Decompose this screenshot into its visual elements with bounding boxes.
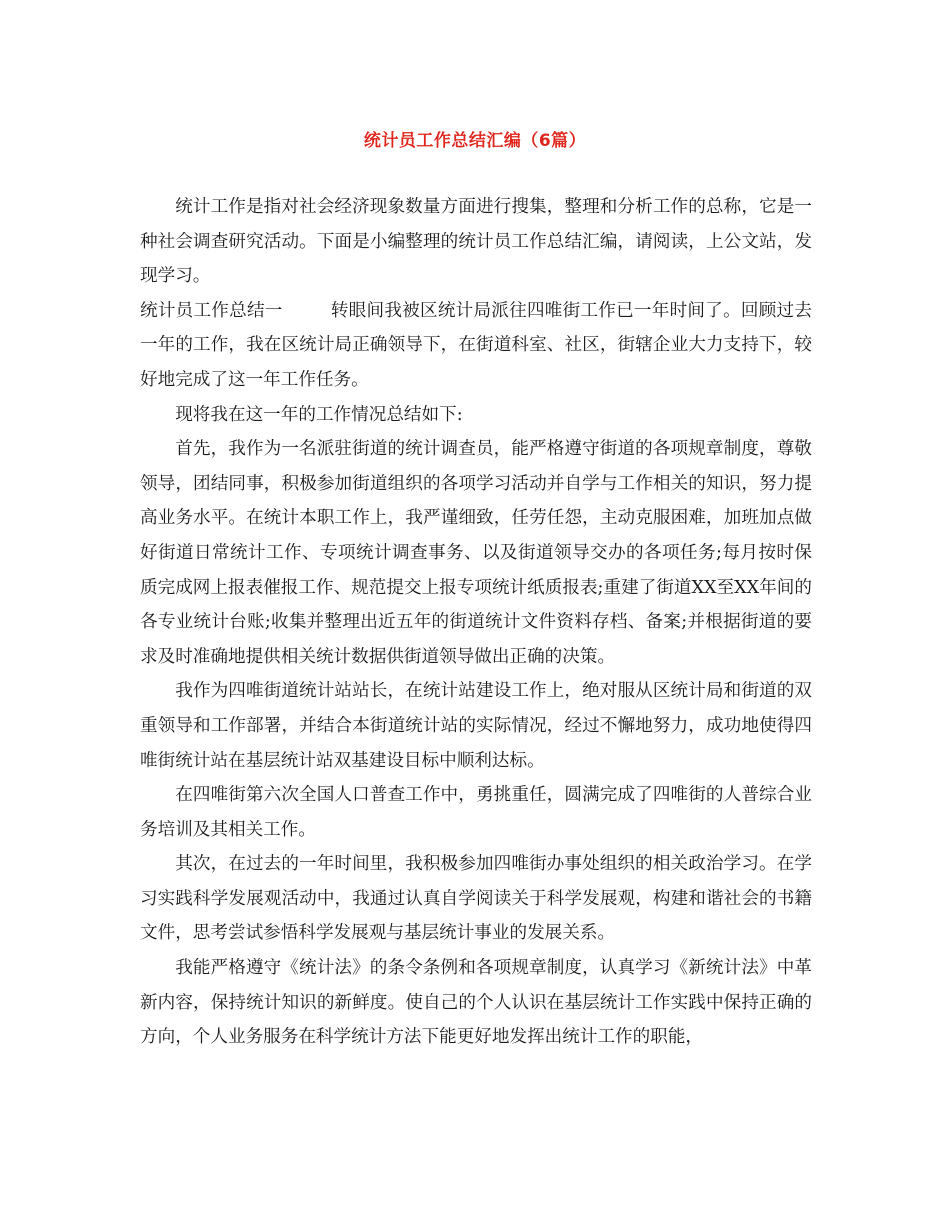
first-point-paragraph: 首先，我作为一名派驻街道的统计调查员，能严格遵守街道的各项规章制度，尊敬领导，团结同事，积极参加街道组织的各项学习活动并自学与工作相关的知识，努力提高业务水平。在统计本职工作上，我严谨细致，任劳任怨，主动克服困难，加班加点做好街道日常统计工作、专项统计调查事务、以及街道领导交办的各项任务;每月按时保质完成网上报表催报工作、规范提交上报专项统计纸质报表;重建了街道XX至XX年间的各专业统计台账;收集并整理出近五年的街道统计文件资料存档、备案;并根据街道的要求及时准确地提供相关统计数据供街道领导做出正确的决策。 — [140, 439, 812, 667]
section-one-paragraph — [140, 294, 812, 398]
intro-paragraph: 统计工作是指对社会经济现象数量方面进行搜集，整理和分析工作的总称，它是一种社会调查研究活动。下面是小编整理的统计员工作总结汇编，请阅读，上公文站，发现学习。 — [140, 197, 812, 287]
section-heading: 统计员工作总结一 — [140, 300, 283, 321]
law-paragraph: 我能严格遵守《统计法》的条令条例和各项规章制度，认真学习《新统计法》中革新内容，保持统计知识的新鲜度。使自己的个人认识在基层统计工作实践中保持正确的方向，个人业务服务在科学统计方法下能更好地发挥出统计工作的职能， — [140, 958, 812, 1048]
census-paragraph: 在四唯街第六次全国人口普查工作中，勇挑重任，圆满完成了四唯街的人普综合业务培训及其相关工作。 — [140, 785, 812, 840]
study-paragraph: 其次，在过去的一年时间里，我积极参加四唯街办事处组织的相关政治学习。在学习实践科学发展观活动中，我通过认真自学阅读关于科学发展观，构建和谐社会的书籍文件，思考尝试参悟科学发展观与基层统计事业的发展关系。 — [140, 854, 812, 944]
document-title: 统计员工作总结汇编（6篇） — [363, 131, 587, 151]
station-paragraph: 我作为四唯街道统计站站长，在统计站建设工作上，绝对服从区统计局和街道的双重领导和工作部署，并结合本街道统计站的实际情况，经过不懈地努力，成功地使得四唯街统计站在基层统计站双基建设目标中顺利达标。 — [140, 681, 812, 771]
summary-lead-paragraph: 现将我在这一年的工作情况总结如下: — [175, 404, 463, 425]
document-body — [140, 190, 812, 1055]
section-intro: 转眼间我被区统计局派往四唯街工作已一年时间了。回顾过去一年的工作，我在区统计局正确领导下，在街道科室、社区，街辖企业大力支持下，较好地完成了这一年工作任务。 — [140, 300, 812, 390]
